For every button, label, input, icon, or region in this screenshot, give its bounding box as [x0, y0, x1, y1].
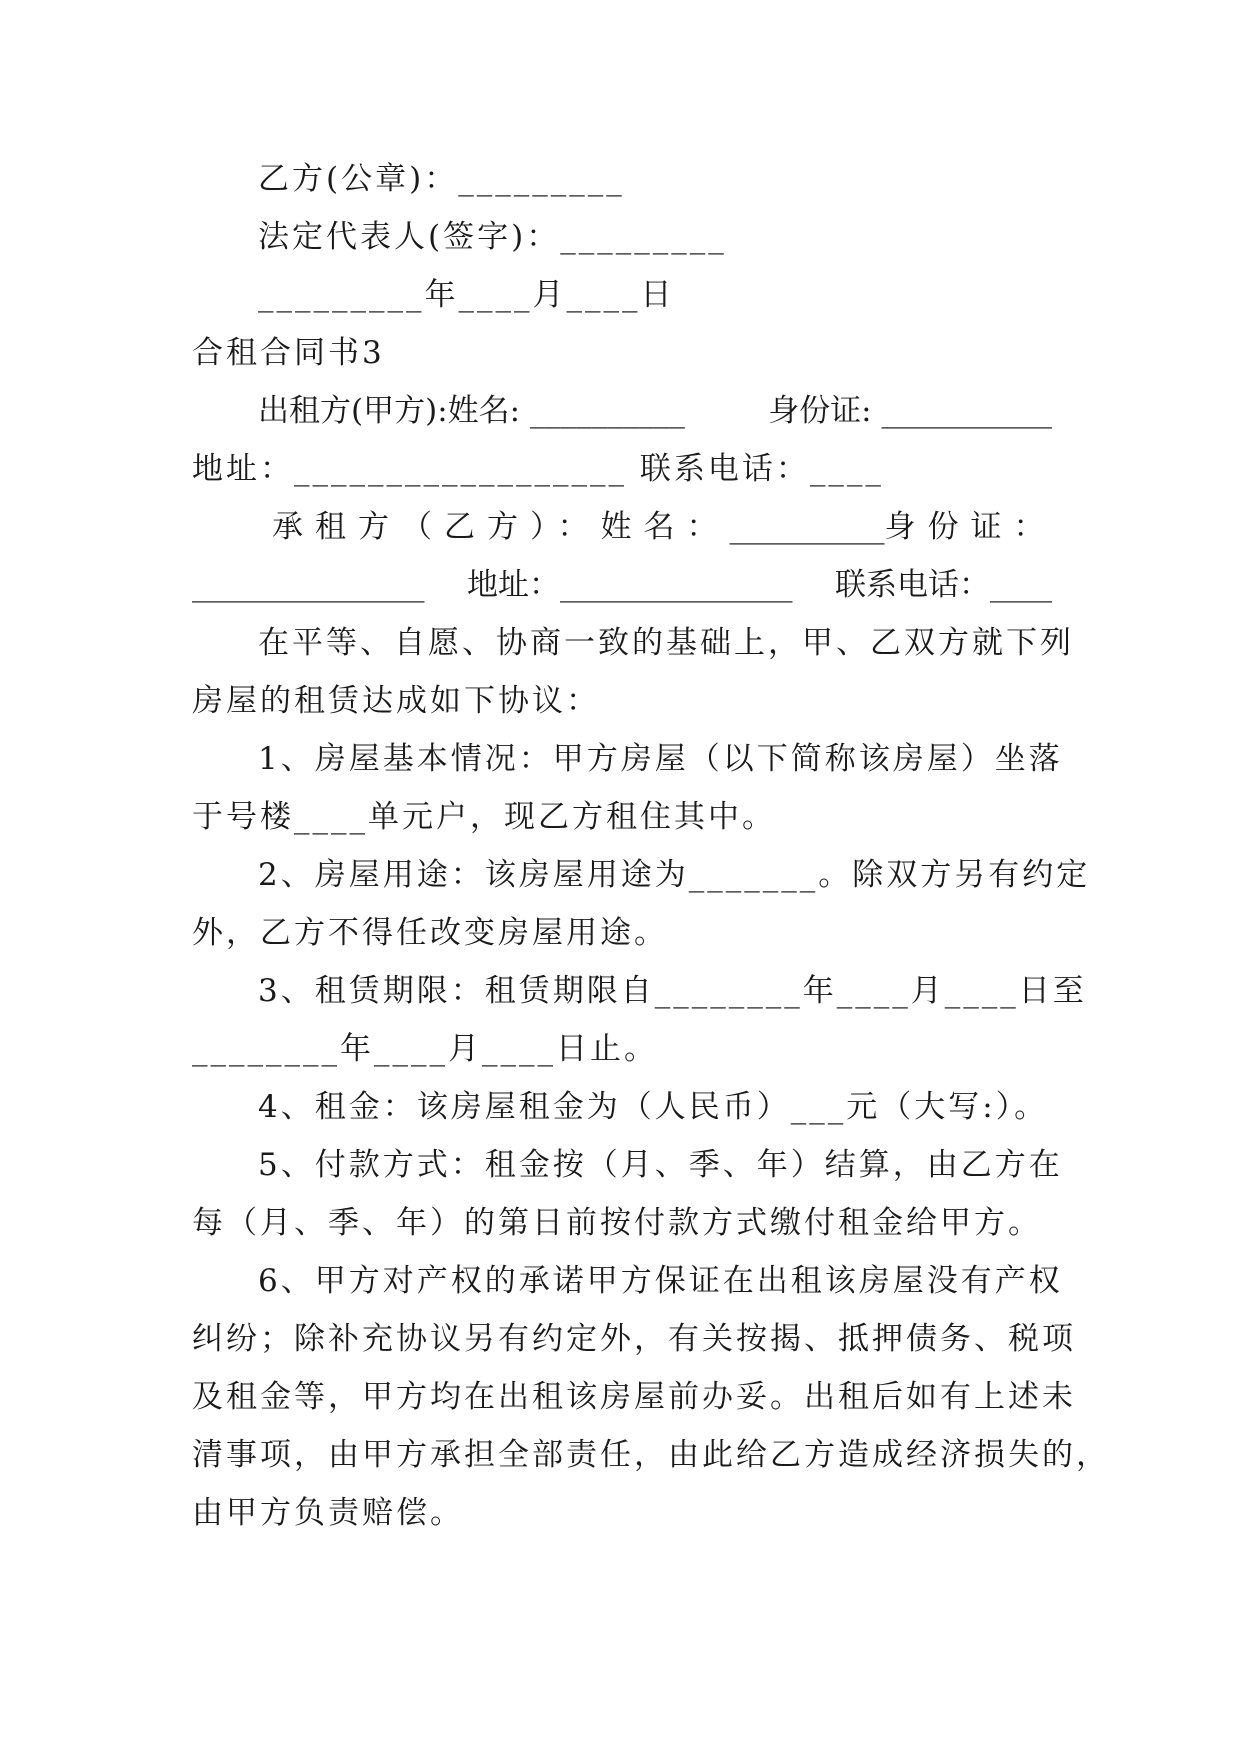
clause-6-line-3: 及租金等，甲方均在出租该房屋前办妥。出租后如有上述未 — [192, 1379, 1076, 1415]
legal-rep-signature-line: 法定代表人(签字)：_________ — [258, 219, 727, 255]
lessor-line-1 — [192, 382, 1052, 440]
clause-5-line-2: 每（月、季、年）的第日前按付款方式缴付租金给甲方。 — [192, 1205, 1042, 1241]
clause-3-line-2: ________年____月____日止。 — [192, 1031, 658, 1067]
clause-6-line-2: 纠纷；除补充协议另有约定外，有关按揭、抵押债务、税项 — [192, 1321, 1076, 1357]
lessee-line-1 — [192, 498, 1057, 556]
document-page — [192, 150, 1110, 1542]
clause-6-line-1: 6、甲方对产权的承诺甲方保证在出租该房屋没有产权 — [258, 1263, 1063, 1299]
lessee-phone-field: 联系电话：____ — [835, 567, 1052, 603]
clause-4-line-1: 4、租金：该房屋租金为（人民币）___元（大写:）。 — [258, 1089, 1049, 1125]
clause-2-line-1: 2、房屋用途：该房屋用途为_______。除双方另有约定 — [258, 857, 1091, 893]
signature-date-line: _________年____月____日 — [258, 277, 675, 313]
intro-line-1: 在平等、自愿、协商一致的基础上，甲、乙双方就下列 — [258, 625, 1074, 661]
party-b-seal-line: 乙方(公章)：_________ — [258, 161, 625, 197]
clause-6-line-5: 由甲方负责赔偿。 — [192, 1495, 464, 1531]
clause-1-line-1: 1、房屋基本情况：甲方房屋（以下简称该房屋）坐落 — [258, 741, 1063, 777]
lessee-name-blank: __________ — [729, 509, 885, 545]
lessee-id-blank: _______________ — [192, 567, 425, 603]
lessor-id-field: 身份证: ___________ — [768, 393, 1052, 429]
lessee-address-field: 地址：_______________ — [467, 567, 793, 603]
clause-3-line-1: 3、租赁期限：租赁期限自________年____月____日至 — [258, 973, 1087, 1009]
clause-5-line-1: 5、付款方式：租金按（月、季、年）结算，由乙方在 — [258, 1147, 1063, 1183]
lessee-id-label: 身份证： — [884, 509, 1057, 545]
contract-title: 合租合同书3 — [192, 335, 385, 371]
clause-2-line-2: 外，乙方不得任改变房屋用途。 — [192, 915, 668, 951]
intro-line-2: 房屋的租赁达成如下协议： — [192, 683, 600, 719]
lessor-name-field: 出租方(甲方):姓名: __________ — [258, 393, 685, 429]
lessor-line-2: 地址：__________________ 联系电话：____ — [192, 451, 884, 487]
clause-6-line-4: 清事项，由甲方承担全部责任，由此给乙方造成经济损失的， — [192, 1437, 1110, 1473]
lessee-line-2 — [192, 556, 1052, 614]
lessee-name-label: 承租方（乙方）：姓名： — [272, 509, 730, 545]
clause-1-line-2: 于号楼____单元户，现乙方租住其中。 — [192, 799, 776, 835]
